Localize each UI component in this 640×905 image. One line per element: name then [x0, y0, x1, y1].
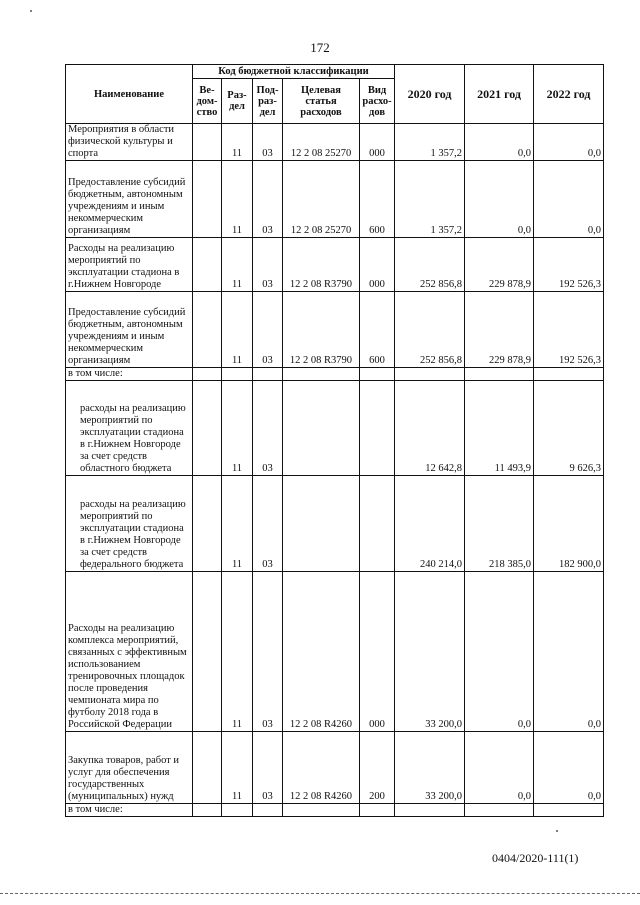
cell-2021: 229 878,9 — [465, 292, 534, 368]
cell-name: Расходы на реализацию мероприятий по эксплуатации стадиона в г.Нижнем Новгороде — [66, 238, 193, 292]
cell-target: 12 2 08 R4260 — [283, 732, 360, 804]
cell-name: в том числе: — [66, 804, 193, 817]
table-row — [66, 124, 604, 161]
header-section: Раз- дел — [222, 79, 253, 124]
cell-subsection: 03 — [253, 476, 283, 572]
cell-target — [283, 368, 360, 381]
cell-subsection — [253, 804, 283, 817]
cell-subsection: 03 — [253, 124, 283, 161]
cell-subsection: 03 — [253, 572, 283, 732]
header-budget-code: Код бюджетной классификации — [193, 65, 395, 79]
cell-2021: 229 878,9 — [465, 238, 534, 292]
cell-subsection: 03 — [253, 381, 283, 476]
cell-department — [193, 161, 222, 238]
cell-2022: 192 526,3 — [534, 238, 604, 292]
table-row — [66, 572, 604, 732]
cell-2022 — [534, 368, 604, 381]
budget-table — [65, 64, 604, 817]
table-row — [66, 161, 604, 238]
header-2022: 2022 год — [534, 65, 604, 124]
cell-2020: 12 642,8 — [395, 381, 465, 476]
page-number: 172 — [310, 40, 330, 55]
cell-expense-type: 000 — [360, 124, 395, 161]
cell-expense-type — [360, 804, 395, 817]
header-department: Ве- дом- ство — [193, 79, 222, 124]
table-row — [66, 292, 604, 368]
cell-2020: 252 856,8 — [395, 292, 465, 368]
cell-2020: 33 200,0 — [395, 572, 465, 732]
cell-department — [193, 124, 222, 161]
cell-section: 11 — [222, 292, 253, 368]
cell-2022: 0,0 — [534, 732, 604, 804]
table-row — [66, 476, 604, 572]
cell-2022: 192 526,3 — [534, 292, 604, 368]
cell-2020: 1 357,2 — [395, 124, 465, 161]
cell-department — [193, 804, 222, 817]
cell-section: 11 — [222, 381, 253, 476]
cell-section: 11 — [222, 732, 253, 804]
cell-target — [283, 476, 360, 572]
header-subsection: Под- раз- дел — [253, 79, 283, 124]
cell-2021: 0,0 — [465, 572, 534, 732]
cell-department — [193, 381, 222, 476]
bottom-divider — [0, 893, 640, 894]
cell-2022: 182 900,0 — [534, 476, 604, 572]
cell-2022: 0,0 — [534, 124, 604, 161]
cell-subsection: 03 — [253, 292, 283, 368]
cell-section: 11 — [222, 476, 253, 572]
cell-target: 12 2 08 R4260 — [283, 572, 360, 732]
cell-department — [193, 572, 222, 732]
cell-2022: 0,0 — [534, 161, 604, 238]
header-target: Целевая статья расходов — [283, 79, 360, 124]
cell-2020: 240 214,0 — [395, 476, 465, 572]
cell-department — [193, 476, 222, 572]
cell-subsection: 03 — [253, 238, 283, 292]
scan-speck — [30, 10, 32, 12]
header-2021: 2021 год — [465, 65, 534, 124]
cell-2021 — [465, 368, 534, 381]
header-expense-type: Вид расхо- дов — [360, 79, 395, 124]
cell-target: 12 2 08 25270 — [283, 124, 360, 161]
table-row — [66, 368, 604, 381]
cell-2020: 252 856,8 — [395, 238, 465, 292]
cell-department — [193, 292, 222, 368]
cell-target: 12 2 08 R3790 — [283, 238, 360, 292]
cell-2022 — [534, 804, 604, 817]
cell-department — [193, 238, 222, 292]
cell-section: 11 — [222, 124, 253, 161]
cell-expense-type: 000 — [360, 572, 395, 732]
cell-2020: 33 200,0 — [395, 732, 465, 804]
cell-expense-type — [360, 368, 395, 381]
cell-subsection: 03 — [253, 161, 283, 238]
cell-expense-type: 200 — [360, 732, 395, 804]
table-row — [66, 238, 604, 292]
cell-expense-type: 600 — [360, 161, 395, 238]
cell-2021 — [465, 804, 534, 817]
cell-2022: 0,0 — [534, 572, 604, 732]
table-row — [66, 381, 604, 476]
cell-name: Предоставление субсидий бюджетным, автономным учреждениям и иным некоммерческим организациям — [66, 161, 193, 238]
table-row — [66, 732, 604, 804]
cell-department — [193, 732, 222, 804]
cell-name: расходы на реализацию мероприятий по эксплуатации стадиона в г.Нижнем Новгороде за счет средств федерального бюджета — [66, 476, 193, 572]
cell-2021: 218 385,0 — [465, 476, 534, 572]
cell-target: 12 2 08 R3790 — [283, 292, 360, 368]
cell-2021: 0,0 — [465, 161, 534, 238]
table-row — [66, 804, 604, 817]
cell-department — [193, 368, 222, 381]
cell-expense-type: 600 — [360, 292, 395, 368]
cell-2021: 11 493,9 — [465, 381, 534, 476]
cell-name: Расходы на реализацию комплекса мероприятий, связанных с эффективным использованием тренировочных площадок после проведения чемпионата мира по футболу 2018 года в Российской Федерации — [66, 572, 193, 732]
cell-name: Мероприятия в области физической культуры и спорта — [66, 124, 193, 161]
cell-2022: 9 626,3 — [534, 381, 604, 476]
cell-target — [283, 381, 360, 476]
cell-2021: 0,0 — [465, 732, 534, 804]
scan-speck — [556, 830, 558, 832]
cell-expense-type — [360, 476, 395, 572]
header-2020: 2020 год — [395, 65, 465, 124]
cell-name: Предоставление субсидий бюджетным, автономным учреждениям и иным некоммерческим организациям — [66, 292, 193, 368]
cell-name: в том числе: — [66, 368, 193, 381]
cell-section: 11 — [222, 161, 253, 238]
cell-subsection — [253, 368, 283, 381]
cell-target — [283, 804, 360, 817]
cell-section — [222, 368, 253, 381]
cell-section: 11 — [222, 572, 253, 732]
cell-expense-type — [360, 381, 395, 476]
header-name: Наименование — [66, 65, 193, 124]
cell-section: 11 — [222, 238, 253, 292]
cell-name: расходы на реализацию мероприятий по эксплуатации стадиона в г.Нижнем Новгороде за счет средств областного бюджета — [66, 381, 193, 476]
cell-2021: 0,0 — [465, 124, 534, 161]
document-code: 0404/2020-111(1) — [492, 851, 579, 865]
cell-expense-type: 000 — [360, 238, 395, 292]
cell-2020 — [395, 368, 465, 381]
cell-2020: 1 357,2 — [395, 161, 465, 238]
cell-section — [222, 804, 253, 817]
cell-subsection: 03 — [253, 732, 283, 804]
cell-target: 12 2 08 25270 — [283, 161, 360, 238]
cell-2020 — [395, 804, 465, 817]
cell-name: Закупка товаров, работ и услуг для обеспечения государственных (муниципальных) нужд — [66, 732, 193, 804]
